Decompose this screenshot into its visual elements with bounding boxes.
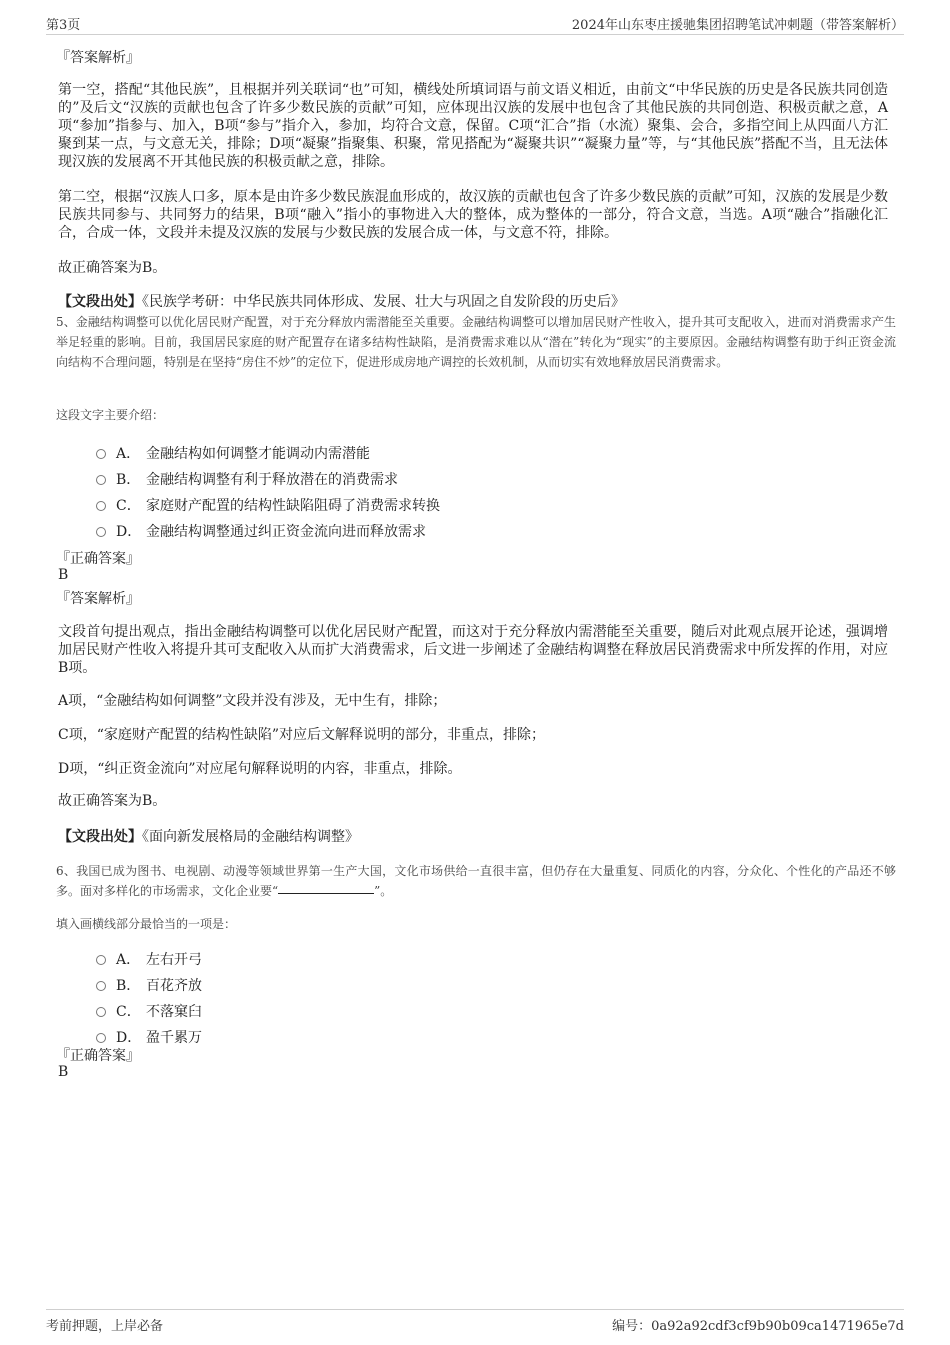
q5-analysis-1: 文段首句提出观点，指出金融结构调整可以优化居民财产配置，而这对于充分释放内需潜能至关重要，随后对此观点展开论述，强调增加居民财产性收入将提升其可支配收入从而扩大消费需求，后文进一步阐述了金融结构调整在释放居民消费需求中所发挥的作用，对应B项。 xyxy=(58,624,888,676)
document-code: 编号：0a92a92cdf3cf9b90b09ca1471965e7d xyxy=(612,1319,904,1334)
radio-icon[interactable] xyxy=(96,1033,106,1043)
q5-stem: 5、金融结构调整可以优化居民财产配置，对于充分释放内需潜能至关重要。金融结构调整可以增加居民财产性收入，提升其可支配收入，进而对消费需求产生举足轻重的影响。目前，我国居民家庭的财产配置存在诸多结构性缺陷，是消费需求难以从“潜在”转化为“现实”的主要原因。金融结构调整有助于纠正资金流向结构不合理问题，特别是在坚持“房住不炒”的定位下，促进形成房地产调控的长效机制，从而切实有效地释放居民消费需求。 xyxy=(56,315,896,369)
page-footer xyxy=(46,1309,904,1332)
q4-source xyxy=(58,291,625,311)
q5-prompt: 这段文字主要介绍： xyxy=(56,408,165,422)
q6-option-b[interactable]: B． 百花齐放 xyxy=(96,975,202,997)
radio-icon[interactable] xyxy=(96,955,106,965)
q5-option-b[interactable]: B． 金融结构调整有利于释放潜在的消费需求 xyxy=(96,469,398,491)
radio-icon[interactable] xyxy=(96,527,106,537)
q6-correct-label: 『正确答案』 xyxy=(56,1048,140,1064)
source-tag: 【文段出处】 xyxy=(58,294,142,310)
radio-icon[interactable] xyxy=(96,1007,106,1017)
source-text: 《面向新发展格局的金融结构调整》 xyxy=(142,829,359,845)
q5-analysis-2: A项，“金融结构如何调整”文段并没有涉及，无中生有，排除； xyxy=(58,693,447,709)
q4-conclusion: 故正确答案为B。 xyxy=(58,260,167,276)
q6-stem: 6、我国已成为图书、电视剧、动漫等领域世界第一生产大国，文化市场供给一直很丰富，但仍存在大量重复、同质化的内容，分众化、个性化的产品还不够多。面对多样化的市场需求，文化企业要“ ”。 xyxy=(56,864,896,898)
q4-analysis-para1: 第一空，搭配“其他民族”，且根据并列关联词“也”可知，横线处所填词语与前文语义相近，由前文“中华民族的历史是各民族共同创造的”及后文“汉族的贡献也包含了许多少数民族的贡献”可知，应体现出汉族的发展中也包含了其他民族的共同创造、积极贡献之意，A项“参加”指参与、加入，B项“参与”指介入，参加，均符合文意，保留。C项“汇合”指（水流）聚集、会合，多指空间上从四面八方汇聚到某一点，与文意无关，排除；D项“凝聚”指聚集、积聚，常见搭配为“凝聚共识”“凝聚力量”等，与“其他民族”搭配不当，且无法体现汉族的发展离不开其他民族的积极贡献之意，排除。 xyxy=(58,82,888,170)
q5-correct-answer: B xyxy=(58,567,69,583)
q5-source xyxy=(58,826,359,846)
q4-analysis-label: 『答案解析』 xyxy=(56,50,140,66)
q5-option-a[interactable]: A． 金融结构如何调整才能调动内需潜能 xyxy=(96,443,370,465)
q5-option-c[interactable]: C． 家庭财产配置的结构性缺陷阻碍了消费需求转换 xyxy=(96,495,440,517)
q5-analysis-label: 『答案解析』 xyxy=(56,591,140,607)
q5-analysis-3: C项，“家庭财产配置的结构性缺陷”对应后文解释说明的部分，非重点，排除； xyxy=(58,727,546,743)
radio-icon[interactable] xyxy=(96,501,106,511)
radio-icon[interactable] xyxy=(96,449,106,459)
fill-blank xyxy=(278,883,374,894)
source-text: 《民族学考研：中华民族共同体形成、发展、壮大与巩固之自发阶段的历史后》 xyxy=(142,294,625,310)
q5-correct-label: 『正确答案』 xyxy=(56,551,140,567)
page-number: 第3页 xyxy=(46,18,81,33)
q5-analysis-4: D项，“纠正资金流向”对应尾句解释说明的内容，非重点，排除。 xyxy=(58,761,462,777)
footer-slogan: 考前押题，上岸必备 xyxy=(46,1319,164,1334)
document-title: 2024年山东枣庄援驰集团招聘笔试冲刺题（带答案解析） xyxy=(571,18,904,33)
radio-icon[interactable] xyxy=(96,981,106,991)
q4-analysis-para2: 第二空，根据“汉族人口多，原本是由许多少数民族混血形成的，故汉族的贡献也包含了许多少数民族的贡献”可知，汉族的发展是少数民族共同参与、共同努力的结果，B项“融入”指小的事物进入大的整体，成为整体的一部分，符合文意，当选。A项“融合”指融化汇合，合成一体，文段并未提及汉族的发展与少数民族的发展合成一体，与文意不符，排除。 xyxy=(58,189,888,241)
page-header xyxy=(46,14,904,35)
q6-correct-answer: B xyxy=(58,1064,69,1080)
source-tag: 【文段出处】 xyxy=(58,829,142,845)
q6-option-a[interactable]: A． 左右开弓 xyxy=(96,949,202,971)
q6-prompt: 填入画横线部分最恰当的一项是： xyxy=(56,917,237,931)
q6-option-d[interactable]: D． 盈千累万 xyxy=(96,1027,202,1049)
q5-conclusion: 故正确答案为B。 xyxy=(58,793,167,809)
q5-option-d[interactable]: D． 金融结构调整通过纠正资金流向进而释放需求 xyxy=(96,521,426,543)
radio-icon[interactable] xyxy=(96,475,106,485)
q6-option-c[interactable]: C． 不落窠臼 xyxy=(96,1001,202,1023)
